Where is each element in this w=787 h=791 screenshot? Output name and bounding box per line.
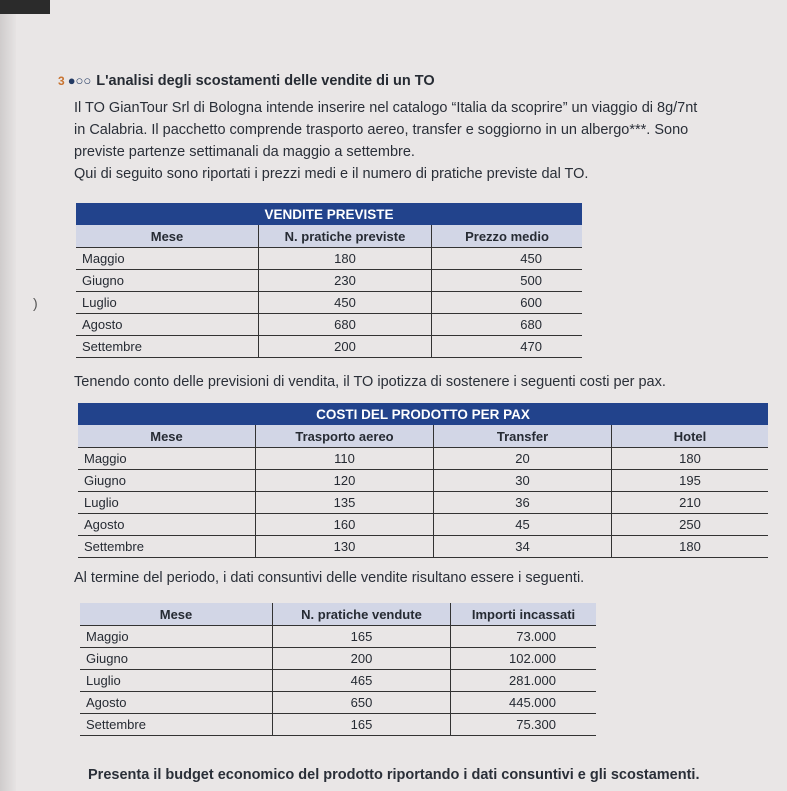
table-cell: 120 bbox=[256, 470, 434, 492]
col-header-hotel: Hotel bbox=[612, 425, 769, 448]
table-cell: 180 bbox=[259, 248, 432, 270]
table-row bbox=[78, 536, 768, 558]
table-row bbox=[80, 692, 596, 714]
sales-forecast-table bbox=[76, 203, 582, 358]
table-cell: 180 bbox=[612, 448, 769, 470]
table-cell: 30 bbox=[434, 470, 612, 492]
book-spine-shadow bbox=[0, 0, 16, 791]
table-cell: Luglio bbox=[78, 492, 256, 514]
table-cell: Maggio bbox=[76, 248, 259, 270]
table-cell: 680 bbox=[432, 314, 583, 336]
table-cell: Agosto bbox=[78, 514, 256, 536]
final-instruction: Presenta il budget economico del prodotto riportando i dati consuntivi e gli scostamenti. bbox=[88, 767, 700, 783]
difficulty-dots-icon: ●○○ bbox=[67, 73, 92, 88]
table-cell: 195 bbox=[612, 470, 769, 492]
costs-intro: Tenendo conto delle previsioni di vendita, il TO ipotizza di sostenere i seguenti costi per pax. bbox=[74, 374, 666, 390]
intro-line-4: Qui di seguito sono riportati i prezzi medi e il numero di pratiche previste dal TO. bbox=[74, 166, 589, 182]
table-cell: Settembre bbox=[76, 336, 259, 358]
table-row bbox=[78, 448, 768, 470]
exercise-number: 3 bbox=[58, 74, 65, 88]
table-cell: 135 bbox=[256, 492, 434, 514]
table-cell: 200 bbox=[259, 336, 432, 358]
table-cell: 200 bbox=[273, 648, 451, 670]
table-cell: 445.000 bbox=[451, 692, 597, 714]
table-cell: Giugno bbox=[78, 470, 256, 492]
table-cell: 465 bbox=[273, 670, 451, 692]
exercise-title bbox=[58, 73, 435, 89]
table-cell: Giugno bbox=[80, 648, 273, 670]
exercise-title-text: L'analisi degli scostamenti delle vendite di un TO bbox=[96, 73, 435, 89]
table-cell: 210 bbox=[612, 492, 769, 514]
table-cell: 680 bbox=[259, 314, 432, 336]
col-header-planned: N. pratiche previste bbox=[259, 225, 432, 248]
table-cell: 110 bbox=[256, 448, 434, 470]
table-cell: Agosto bbox=[80, 692, 273, 714]
intro-line-3: previste partenze settimanali da maggio a settembre. bbox=[74, 144, 415, 160]
page-corner-shadow bbox=[0, 0, 50, 14]
costs-table-title: COSTI DEL PRODOTTO PER PAX bbox=[78, 403, 768, 425]
pencil-mark: ) bbox=[33, 295, 38, 311]
table-row bbox=[78, 492, 768, 514]
table-cell: 102.000 bbox=[451, 648, 597, 670]
table-cell: Luglio bbox=[80, 670, 273, 692]
table-cell: 75.300 bbox=[451, 714, 597, 736]
table-row bbox=[80, 648, 596, 670]
table-cell: Settembre bbox=[78, 536, 256, 558]
table-row bbox=[80, 714, 596, 736]
sales-table-title: VENDITE PREVISTE bbox=[76, 203, 582, 225]
actual-intro: Al termine del periodo, i dati consuntivi delle vendite risultano essere i seguenti. bbox=[74, 570, 585, 586]
table-cell: 470 bbox=[432, 336, 583, 358]
intro-line-1: Il TO GianTour Srl di Bologna intende inserire nel catalogo “Italia da scoprire” un viaggio di 8g/7nt bbox=[74, 100, 698, 116]
table-cell: 165 bbox=[273, 626, 451, 648]
table-cell: Luglio bbox=[76, 292, 259, 314]
table-cell: 230 bbox=[259, 270, 432, 292]
table-row bbox=[80, 670, 596, 692]
table-cell: 650 bbox=[273, 692, 451, 714]
table-cell: Giugno bbox=[76, 270, 259, 292]
table-cell: 165 bbox=[273, 714, 451, 736]
table-row bbox=[76, 248, 582, 270]
col-header-month: Mese bbox=[76, 225, 259, 248]
table-cell: 281.000 bbox=[451, 670, 597, 692]
product-costs-table bbox=[78, 403, 768, 558]
actual-sales-table bbox=[80, 603, 596, 736]
table-row bbox=[76, 292, 582, 314]
col-header-transfer: Transfer bbox=[434, 425, 612, 448]
table-row bbox=[80, 626, 596, 648]
intro-line-2: in Calabria. Il pacchetto comprende trasporto aereo, transfer e soggiorno in un albergo***. Sono bbox=[74, 122, 689, 138]
table-cell: 45 bbox=[434, 514, 612, 536]
table-row bbox=[76, 270, 582, 292]
col-header-month: Mese bbox=[80, 603, 273, 626]
table-cell: 450 bbox=[259, 292, 432, 314]
col-header-air-transport: Trasporto aereo bbox=[256, 425, 434, 448]
table-cell: 600 bbox=[432, 292, 583, 314]
table-cell: Maggio bbox=[80, 626, 273, 648]
table-cell: 130 bbox=[256, 536, 434, 558]
table-cell: 500 bbox=[432, 270, 583, 292]
table-cell: Agosto bbox=[76, 314, 259, 336]
table-row bbox=[78, 514, 768, 536]
table-cell: 36 bbox=[434, 492, 612, 514]
table-cell: 180 bbox=[612, 536, 769, 558]
col-header-sold: N. pratiche vendute bbox=[273, 603, 451, 626]
table-cell: 34 bbox=[434, 536, 612, 558]
col-header-collected: Importi incassati bbox=[451, 603, 597, 626]
table-row bbox=[78, 470, 768, 492]
table-cell: Maggio bbox=[78, 448, 256, 470]
table-row bbox=[76, 336, 582, 358]
table-cell: 20 bbox=[434, 448, 612, 470]
table-cell: 160 bbox=[256, 514, 434, 536]
table-cell: 450 bbox=[432, 248, 583, 270]
col-header-avg-price: Prezzo medio bbox=[432, 225, 583, 248]
table-cell: 250 bbox=[612, 514, 769, 536]
col-header-month: Mese bbox=[78, 425, 256, 448]
table-cell: Settembre bbox=[80, 714, 273, 736]
table-cell: 73.000 bbox=[451, 626, 597, 648]
table-row bbox=[76, 314, 582, 336]
